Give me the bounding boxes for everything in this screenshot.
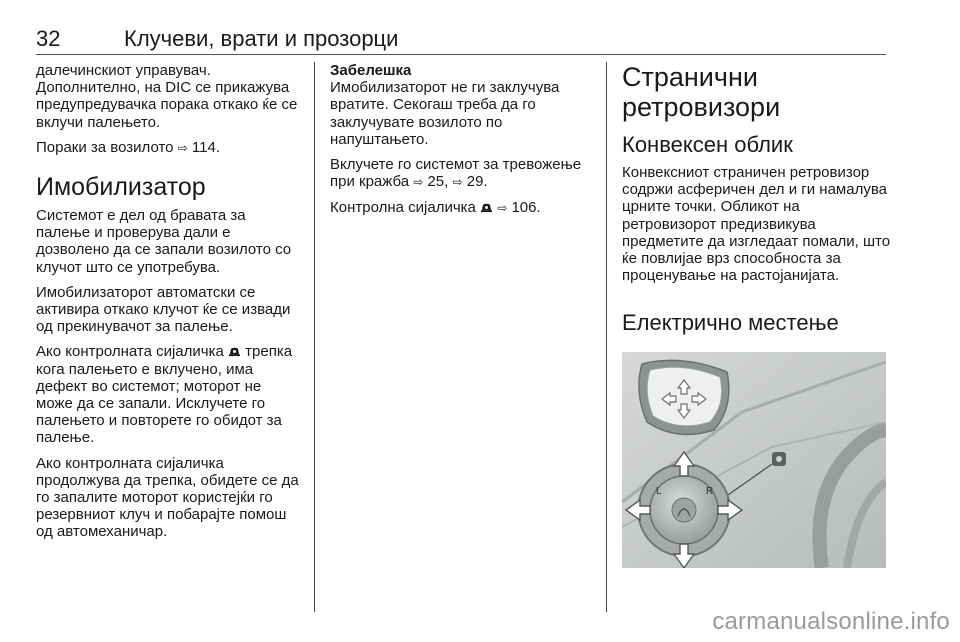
column-divider	[606, 62, 607, 612]
page-reference[interactable]: 29.	[466, 173, 488, 191]
paragraph-text: трепка кога палењето е вклучено, има дефект во системот; моторот не може да се запали. Исклучете го палењето и повторете го обидот за палење.	[36, 343, 293, 447]
page-reference[interactable]: 106.	[511, 199, 541, 217]
page-number: 32	[36, 26, 61, 51]
paragraph-text: Контролна сијаличка	[330, 199, 476, 217]
paragraph	[36, 343, 302, 446]
reference-arrow-icon: ⇨	[413, 175, 424, 190]
note-title: Забелешка	[330, 62, 412, 79]
paragraph: Ако контролната сијаличка продолжува да трепка, обидете се да го запалите моторот користејќи го резервниот клуч и побарајте помош од автомеханичар.	[36, 454, 299, 541]
subsection-heading: Конвексен облик	[622, 132, 793, 157]
reference-arrow-icon: ⇨	[177, 140, 188, 155]
paragraph-text: Ако контролната сијаличка	[36, 343, 224, 361]
watermark: carmanualsonline.info	[712, 608, 950, 635]
subsection-heading: Електрично местење	[622, 310, 839, 336]
running-title: Клучеви, врати и прозорци	[124, 26, 399, 51]
paragraph: Имобилизаторот автоматски се активира откако клучот ќе се извади од прекинувачот за палење.	[36, 283, 291, 336]
page-reference[interactable]: 25,	[427, 173, 449, 191]
reference-arrow-icon: ⇨	[497, 201, 508, 216]
section-heading: Странични ретровизори	[622, 62, 781, 122]
paragraph: далечинскиот управувач. Дополнително, на DIC се прикажува предупредувачка порака откако ќе се вклучи палењето.	[36, 62, 298, 131]
immobilizer-lamp-icon	[480, 202, 493, 213]
page-reference[interactable]: 114.	[191, 138, 221, 156]
knob-label-left: L	[656, 486, 662, 497]
reference-arrow-icon: ⇨	[452, 175, 463, 190]
page-header	[36, 20, 886, 55]
mirror-adjustment-illustration	[622, 352, 886, 568]
note-paragraph	[330, 156, 598, 191]
paragraph	[330, 199, 598, 217]
paragraph	[36, 139, 302, 157]
note-paragraph: Имобилизаторот не ги заклучува вратите. Секогаш треба да го заклучувате возилото по напуштањето.	[330, 79, 560, 148]
immobilizer-lamp-icon	[228, 346, 241, 357]
column-3	[622, 62, 892, 342]
section-heading: Имобилизатор	[36, 173, 206, 202]
paragraph-text: Вклучете го системот за тревожење при кражба	[330, 156, 582, 191]
knob-label-right: R	[706, 486, 714, 497]
column-2	[330, 62, 598, 226]
illustration-svg	[622, 352, 886, 568]
paragraph: Системот е дел од бравата за палење и проверува дали е дозволено да се запали возилото со клучот што се употребува.	[36, 207, 292, 276]
column-divider	[314, 62, 315, 612]
paragraph-text: Пораки за возилото	[36, 138, 174, 156]
column-1	[36, 62, 302, 549]
paragraph: Конвексниот страничен ретровизор содржи асферичен дел и ги намалува црните точки. Обликот на ретровизорот предизвикува предметите да изгледаат помали, што ќе повлијае врз способноста за проценување на растојанијата.	[622, 164, 891, 285]
